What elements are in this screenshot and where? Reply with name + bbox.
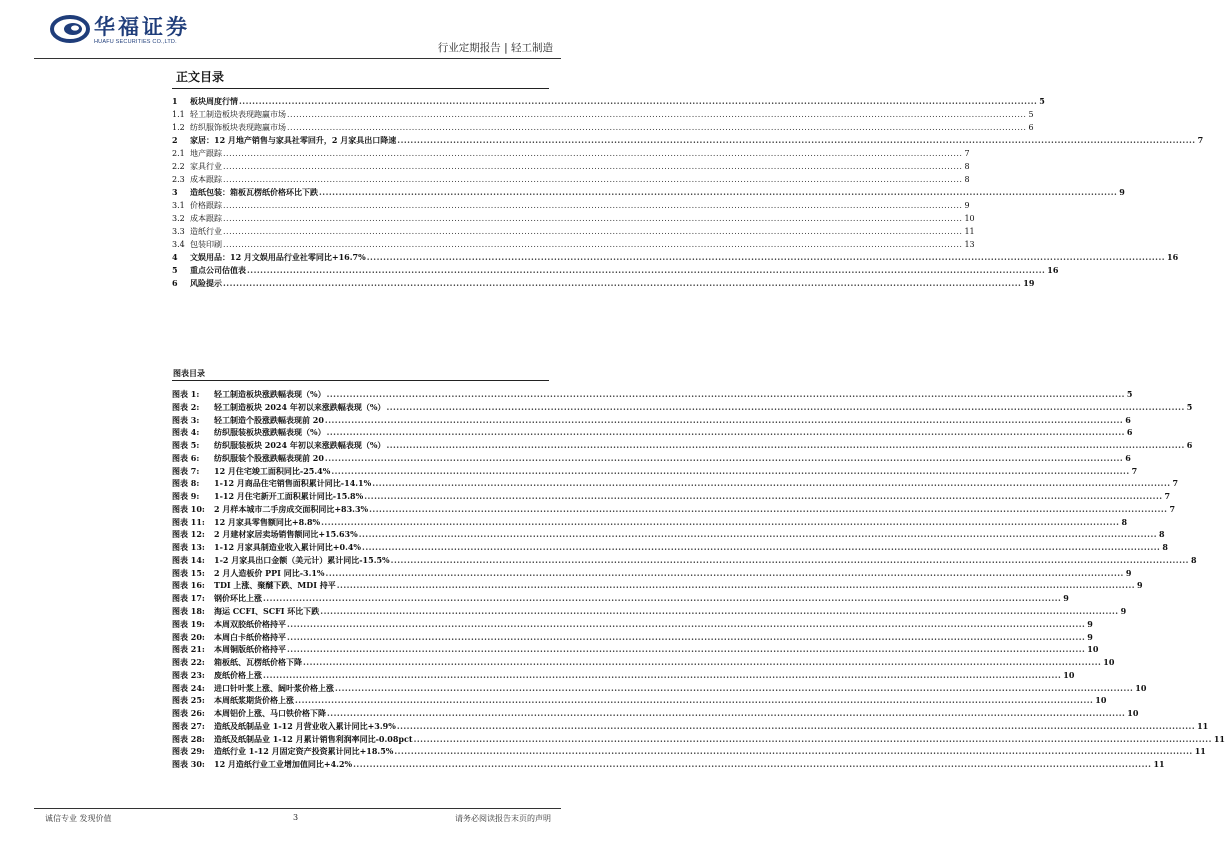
figure-entry-num: 图表 3: xyxy=(172,414,200,425)
figure-entry-label: 2 月人造板价 PPI 同比-3.1% xyxy=(214,567,325,578)
figure-entry-page: 10 xyxy=(1103,657,1115,668)
figure-entry-page: 11 xyxy=(1153,759,1165,770)
figure-entry-num: 图表 16: xyxy=(172,580,205,591)
figure-entry[interactable] xyxy=(172,414,1131,427)
dot-leader xyxy=(321,516,1119,529)
dot-leader xyxy=(223,199,962,212)
figure-entry[interactable] xyxy=(172,541,1168,554)
toc-entry[interactable] xyxy=(172,134,1204,147)
dot-leader xyxy=(320,605,1118,618)
figure-entry-label: TDI 上涨、聚醚下跌、MDI 持平 xyxy=(214,580,336,591)
figure-entry-num: 图表 21: xyxy=(172,644,205,655)
toc-entry-page: 8 xyxy=(964,162,970,171)
toc-entry-label: 包装印刷 xyxy=(190,240,222,249)
toc-entry[interactable] xyxy=(172,186,1125,199)
logo-english-name: HUAFU SECURITIES CO.,LTD. xyxy=(94,39,177,45)
figure-entry-label: 进口针叶浆上涨、阔叶浆价格上涨 xyxy=(214,682,334,693)
dot-leader xyxy=(327,388,1125,401)
figure-entry-page: 5 xyxy=(1186,401,1193,412)
dot-leader xyxy=(287,108,1026,121)
dot-leader xyxy=(223,238,962,251)
figure-entry-num: 图表 7: xyxy=(172,465,200,476)
figure-entry-label: 12 月住宅竣工面积同比-25.4% xyxy=(214,465,331,476)
dot-leader xyxy=(397,720,1195,733)
figure-entry-page: 6 xyxy=(1186,440,1193,451)
figure-entry[interactable] xyxy=(172,503,1176,516)
header-divider xyxy=(34,58,561,59)
toc-entry-page: 6 xyxy=(1028,123,1034,132)
figure-entry[interactable] xyxy=(172,707,1139,720)
toc-entry-num: 4 xyxy=(172,252,178,262)
toc-entry-page: 16 xyxy=(1167,252,1179,262)
dot-leader xyxy=(394,745,1192,758)
dot-leader xyxy=(287,643,1085,656)
figure-entry-num: 图表 12: xyxy=(172,529,205,540)
figure-entry-num: 图表 30: xyxy=(172,759,205,770)
toc-entry[interactable] xyxy=(172,108,1034,121)
figure-entry-page: 7 xyxy=(1131,465,1138,476)
toc-entry-num: 3.3 xyxy=(172,227,185,236)
toc-entry[interactable] xyxy=(172,199,970,212)
figure-entry[interactable] xyxy=(172,516,1128,529)
dot-leader xyxy=(223,173,962,186)
dot-leader xyxy=(223,147,962,160)
toc-entry-num: 3.1 xyxy=(172,201,185,210)
dot-leader xyxy=(331,465,1129,478)
toc-entry[interactable] xyxy=(172,147,970,160)
figure-entry-label: 本周铝价上涨、马口铁价格下降 xyxy=(214,708,326,719)
figure-entry[interactable] xyxy=(172,618,1093,631)
figure-entry-page: 6 xyxy=(1125,414,1131,425)
figure-entry-label: 12 月造纸行业工业增加值同比+4.2% xyxy=(214,759,353,770)
toc-entry-num: 2.2 xyxy=(172,162,185,171)
report-type: 行业定期报告 | 轻工制造 xyxy=(437,42,553,54)
toc-divider xyxy=(172,88,549,89)
figure-entry-num: 图表 5: xyxy=(172,440,200,451)
figure-entry-page: 7 xyxy=(1172,478,1179,489)
dot-leader xyxy=(287,618,1085,631)
figure-entry[interactable] xyxy=(172,682,1147,695)
figure-entry-num: 图表 29: xyxy=(172,746,205,757)
dot-leader xyxy=(287,121,1026,134)
toc-entry-label: 风险提示 xyxy=(190,278,222,288)
toc-entry-num: 1.2 xyxy=(172,123,185,132)
dot-leader xyxy=(359,528,1157,541)
dot-leader xyxy=(319,186,1117,199)
toc-entry-page: 13 xyxy=(964,240,975,249)
dot-leader xyxy=(223,212,962,225)
dot-leader xyxy=(362,541,1160,554)
toc-entry-label: 板块周度行情 xyxy=(190,96,238,106)
toc-entry-page: 5 xyxy=(1039,96,1045,106)
figure-entry-num: 图表 2: xyxy=(172,401,200,412)
dot-leader xyxy=(335,682,1133,695)
toc-entry-label: 纺织服饰板块表现跑赢市场 xyxy=(190,123,286,132)
figure-entry[interactable] xyxy=(172,631,1093,644)
figure-entry-page: 9 xyxy=(1137,580,1143,591)
figure-entry-num: 图表 20: xyxy=(172,631,205,642)
figure-entry-page: 5 xyxy=(1126,389,1133,399)
toc-entry-num: 3.4 xyxy=(172,240,185,249)
figure-entry[interactable] xyxy=(172,452,1131,465)
toc-entry-page: 19 xyxy=(1023,278,1035,288)
toc-entry-page: 9 xyxy=(1119,187,1125,197)
figure-entry-label: 钢价环比上涨 xyxy=(214,593,262,604)
toc-entry[interactable] xyxy=(172,264,1059,277)
figure-entry-page: 11 xyxy=(1194,746,1206,757)
dot-leader xyxy=(414,733,1212,746)
figure-entry-page: 9 xyxy=(1087,618,1093,629)
figure-entry-page: 11 xyxy=(1213,733,1225,744)
figure-entry-label: 1-12 月家具制造业收入累计同比+0.4% xyxy=(214,542,362,553)
dot-leader xyxy=(337,579,1135,592)
figure-entry[interactable] xyxy=(172,528,1165,541)
figure-entry-label: 轻工制造个股涨跌幅表现前 20 xyxy=(214,414,324,425)
figure-entry[interactable] xyxy=(172,477,1179,490)
toc-entry-num: 2.3 xyxy=(172,175,185,184)
toc-entry-num: 6 xyxy=(172,278,178,288)
figure-entry-num: 图表 15: xyxy=(172,567,205,578)
figure-entry-page: 10 xyxy=(1135,682,1147,693)
figure-entry-label: 本周白卡纸价格持平 xyxy=(214,631,286,642)
toc-entry-num: 3 xyxy=(172,187,178,197)
toc-entry-num: 2 xyxy=(172,135,178,145)
dot-leader xyxy=(391,554,1189,567)
toc-entry-label: 成本跟踪 xyxy=(190,214,222,223)
figure-list-title: 图表目录 xyxy=(173,369,205,378)
toc-entry-page: 7 xyxy=(1197,135,1204,145)
figure-entry[interactable] xyxy=(172,605,1127,618)
figure-entry-label: 1-12 月住宅新开工面积累计同比-15.8% xyxy=(214,491,364,502)
figure-list xyxy=(172,388,1225,771)
dot-leader xyxy=(327,426,1125,439)
toc-entry[interactable] xyxy=(172,173,970,186)
figure-entry-num: 图表 25: xyxy=(172,695,205,706)
footer-divider xyxy=(34,808,561,809)
toc-entry-num: 1 xyxy=(172,96,178,106)
figure-entry-page: 6 xyxy=(1125,452,1131,463)
footer-disclaimer: 请务必阅读报告末页的声明 xyxy=(455,814,551,823)
figure-entry-page: 9 xyxy=(1125,567,1132,578)
dot-leader xyxy=(223,160,962,173)
figure-entry-num: 图表 10: xyxy=(172,503,205,514)
huafu-logo xyxy=(50,14,190,48)
figure-entry[interactable] xyxy=(172,439,1193,452)
dot-leader xyxy=(369,503,1167,516)
figure-entry-page: 6 xyxy=(1126,427,1133,438)
figure-entry-num: 图表 24: xyxy=(172,682,205,693)
dot-leader xyxy=(247,264,1045,277)
toc-entry-label: 造纸行业 xyxy=(190,227,222,236)
figure-entry[interactable] xyxy=(172,579,1143,592)
dot-leader xyxy=(239,95,1037,108)
figure-entry-page: 9 xyxy=(1063,593,1069,604)
figure-entry-page: 8 xyxy=(1190,554,1197,565)
dot-leader xyxy=(325,452,1123,465)
toc-entry-label: 家居：12 月地产销售与家具社零回升，2 月家具出口降速 xyxy=(190,135,397,145)
dot-leader xyxy=(223,225,962,238)
footer-slogan: 诚信专业 发现价值 xyxy=(45,814,112,823)
figure-entry-num: 图表 22: xyxy=(172,657,205,668)
toc-entry[interactable] xyxy=(172,212,975,225)
figure-list-divider xyxy=(172,380,549,381)
toc-entry-page: 10 xyxy=(964,214,975,223)
figure-entry-label: 本周纸浆期货价格上涨 xyxy=(214,695,294,706)
toc-entry-page: 16 xyxy=(1047,265,1059,275)
figure-entry-page: 8 xyxy=(1121,516,1128,527)
dot-leader xyxy=(386,401,1184,414)
figure-entry-label: 12 月家具零售额同比+8.8% xyxy=(214,516,321,527)
dot-leader xyxy=(263,592,1061,605)
toc-entry[interactable] xyxy=(172,121,1034,134)
dot-leader xyxy=(364,490,1162,503)
figure-entry-num: 图表 18: xyxy=(172,606,205,617)
figure-entry-label: 造纸及纸制品业 1-12 月累计销售利润率同比-0.08pct xyxy=(214,733,413,744)
dot-leader xyxy=(295,694,1093,707)
figure-entry-label: 造纸行业 1-12 月固定资产投资累计同比+18.5% xyxy=(214,746,394,757)
figure-entry-num: 图表 27: xyxy=(172,720,205,731)
toc-entry-num: 5 xyxy=(172,265,178,275)
dot-leader xyxy=(367,251,1165,264)
figure-entry[interactable] xyxy=(172,388,1133,401)
figure-entry[interactable] xyxy=(172,401,1193,414)
figure-entry-page: 10 xyxy=(1095,695,1107,706)
figure-entry[interactable] xyxy=(172,720,1209,733)
figure-entry-num: 图表 13: xyxy=(172,542,205,553)
figure-entry[interactable] xyxy=(172,490,1171,503)
toc-entry-page: 9 xyxy=(964,201,970,210)
dot-leader xyxy=(325,414,1123,427)
dot-leader xyxy=(327,707,1125,720)
figure-entry-num: 图表 23: xyxy=(172,669,205,680)
figure-entry-page: 8 xyxy=(1159,529,1165,540)
huafu-swirl-icon xyxy=(50,14,90,44)
figure-entry[interactable] xyxy=(172,745,1206,758)
dot-leader xyxy=(223,277,1021,290)
figure-entry[interactable] xyxy=(172,567,1132,580)
toc-entry-label: 成本跟踪 xyxy=(190,175,222,184)
toc-entry-num: 3.2 xyxy=(172,214,185,223)
dot-leader xyxy=(353,758,1151,771)
toc-entry-num: 2.1 xyxy=(172,149,185,158)
figure-entry-page: 11 xyxy=(1197,720,1209,731)
figure-entry-label: 1-12 月商品住宅销售面积累计同比-14.1% xyxy=(214,478,372,489)
figure-entry-label: 造纸及纸制品业 1-12 月营业收入累计同比+3.9% xyxy=(214,720,396,731)
dot-leader xyxy=(263,669,1061,682)
figure-entry[interactable] xyxy=(172,592,1069,605)
figure-entry-label: 1-2 月家具出口金额（美元计）累计同比-15.5% xyxy=(214,554,390,565)
figure-entry[interactable] xyxy=(172,694,1107,707)
figure-entry-page: 9 xyxy=(1087,631,1093,642)
figure-entry-page: 10 xyxy=(1127,708,1139,719)
toc-entry[interactable] xyxy=(172,277,1035,290)
toc-entry-label: 价格跟踪 xyxy=(190,201,222,210)
figure-entry-num: 图表 9: xyxy=(172,491,200,502)
toc-entry-label: 文娱用品：12 月文娱用品行业社零同比+16.7% xyxy=(190,252,366,262)
figure-entry-label: 2 月建材家居卖场销售额同比+15.63% xyxy=(214,529,358,540)
dot-leader xyxy=(397,134,1195,147)
logo-chinese-name: 华福证券 xyxy=(94,14,190,39)
toc-entry-page: 11 xyxy=(964,227,975,236)
dot-leader xyxy=(303,656,1101,669)
figure-entry-num: 图表 28: xyxy=(172,733,205,744)
figure-entry-page: 9 xyxy=(1120,606,1127,617)
figure-entry[interactable] xyxy=(172,554,1197,567)
figure-entry-num: 图表 14: xyxy=(172,554,205,565)
figure-entry-num: 图表 6: xyxy=(172,452,200,463)
toc-entry[interactable] xyxy=(172,251,1179,264)
toc-entry-page: 8 xyxy=(964,175,970,184)
figure-entry-page: 10 xyxy=(1063,669,1075,680)
figure-entry-label: 纺织服装板块 2024 年初以来涨跌幅表现（%） xyxy=(214,440,386,451)
toc-entry-label: 地产跟踪 xyxy=(190,149,222,158)
figure-entry-label: 轻工制造板块 2024 年初以来涨跌幅表现（%） xyxy=(214,401,386,412)
figure-entry-label: 箱板纸、瓦楞纸价格下降 xyxy=(214,657,302,668)
dot-leader xyxy=(386,439,1184,452)
figure-entry-num: 图表 1: xyxy=(172,389,200,399)
figure-entry-page: 8 xyxy=(1162,542,1168,553)
dot-leader xyxy=(372,477,1170,490)
figure-entry[interactable] xyxy=(172,733,1225,746)
toc-entry-label: 造纸包装：箱板瓦楞纸价格环比下跌 xyxy=(190,187,318,197)
figure-entry-num: 图表 4: xyxy=(172,427,200,438)
figure-entry-label: 海运 CCFI、SCFI 环比下跌 xyxy=(214,606,320,617)
figure-entry[interactable] xyxy=(172,669,1075,682)
figure-entry-page: 10 xyxy=(1087,644,1099,655)
toc-entry-page: 7 xyxy=(964,149,970,158)
toc-list xyxy=(172,95,1204,290)
figure-entry-label: 2 月样本城市二手房成交面积同比+83.3% xyxy=(214,503,369,514)
figure-entry-num: 图表 19: xyxy=(172,618,205,629)
figure-entry-label: 纺织服装个股涨跌幅表现前 20 xyxy=(214,452,324,463)
toc-title: 正文目录 xyxy=(176,70,225,84)
figure-entry-label: 本周铜版纸价格持平 xyxy=(214,644,286,655)
figure-entry[interactable] xyxy=(172,426,1133,439)
figure-entry-label: 纺织服装板块涨跌幅表现（%） xyxy=(214,427,326,438)
figure-entry-num: 图表 17: xyxy=(172,593,205,604)
dot-leader xyxy=(326,567,1124,580)
toc-entry[interactable] xyxy=(172,160,970,173)
figure-entry[interactable] xyxy=(172,656,1115,669)
figure-entry-page: 7 xyxy=(1169,503,1176,514)
figure-entry[interactable] xyxy=(172,643,1099,656)
toc-entry-num: 1.1 xyxy=(172,110,185,119)
toc-entry[interactable] xyxy=(172,95,1045,108)
page-header xyxy=(0,0,595,62)
toc-entry-label: 重点公司估值表 xyxy=(190,265,246,275)
toc-entry[interactable] xyxy=(172,225,975,238)
dot-leader xyxy=(287,631,1085,644)
figure-entry-label: 废纸价格上涨 xyxy=(214,669,262,680)
figure-entry-page: 7 xyxy=(1164,491,1171,502)
toc-entry[interactable] xyxy=(172,238,975,251)
figure-entry-num: 图表 8: xyxy=(172,478,200,489)
figure-entry-label: 轻工制造板块涨跌幅表现（%） xyxy=(214,389,326,399)
toc-entry-page: 5 xyxy=(1028,110,1034,119)
figure-entry-num: 图表 11: xyxy=(172,516,205,527)
toc-entry-label: 家具行业 xyxy=(190,162,222,171)
page-number: 3 xyxy=(293,813,299,822)
figure-entry[interactable] xyxy=(172,758,1165,771)
figure-entry-num: 图表 26: xyxy=(172,708,205,719)
figure-entry[interactable] xyxy=(172,465,1138,478)
figure-entry-label: 本周双胶纸价格持平 xyxy=(214,618,286,629)
toc-entry-label: 轻工制造板块表现跑赢市场 xyxy=(190,110,286,119)
